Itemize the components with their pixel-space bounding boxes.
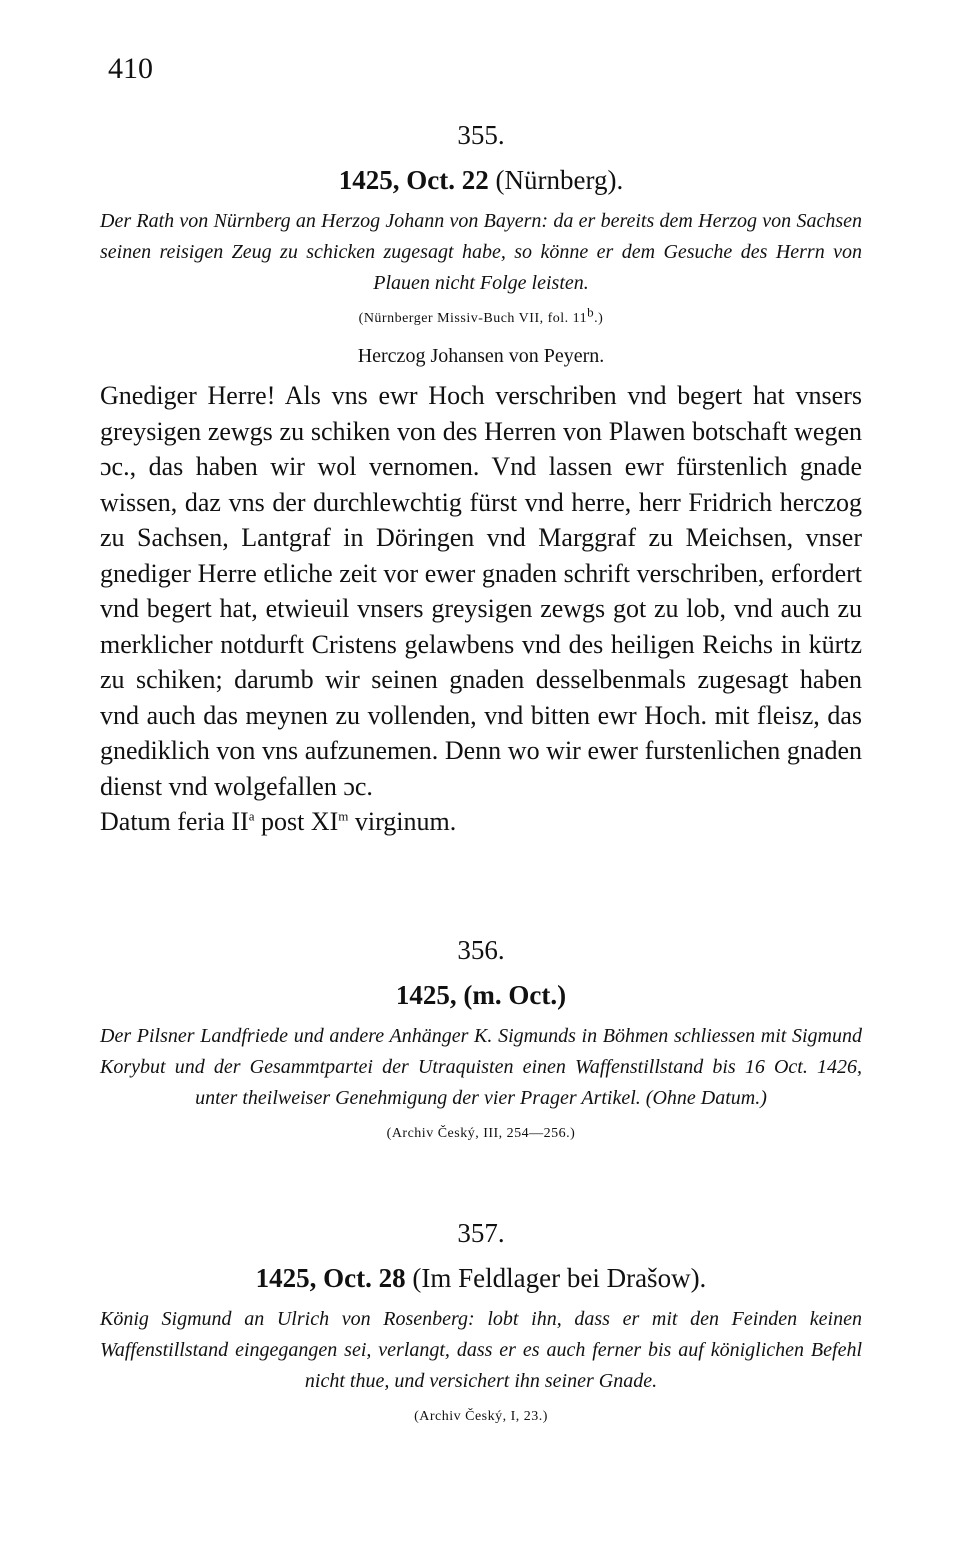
- letter-dating: [100, 807, 456, 836]
- entry-date: 1425, Oct. 22: [338, 165, 489, 195]
- entry-dateline: [100, 1263, 862, 1294]
- source-close: .): [594, 311, 604, 326]
- entry-date: 1425, (m. Oct.): [395, 980, 567, 1010]
- letter-body-main: Gnediger Herre! Als vns ewr Hoch verschriben vnd begert hat vnsers greysigen zewgs zu schiken von des Herren von Plawen botschaft wegen ɔc., das haben wir wol vernomen. Vnd lassen ewr fürstenlich gnade wissen, daz vns der durchlewchtig fürst vnd herre, herr Fridrich herczog zu Sachsen, Lantgraf in Döringen vnd Marggraf zu Meichsen, vnser gnediger Herre etliche zeit vor ewer gnaden schrift verschriben, erfordert vnd begert hat, etwieuil vnsers greysigen zewgs got zu lob, vnd auch zu merklicher notdurft Cristens gelawbens vnd des heiligen Reichs in kürtz zu schiken; darumb wir seinen gnaden desselbenmals zugesagt haben vnd auch das meynen zu vollenden, vnd bitten ewr Hoch. mit fleisz, das gnediklich von vns aufzunemen. Denn wo wir ewer furstenlichen gnaden dienst vnd wolgefallen ɔc.: [100, 381, 862, 801]
- entry-summary: Der Pilsner Landfriede und andere Anhänger K. Sigmunds in Böhmen schliessen mit Sigmund Korybut und der Gesammtpartei der Utraquisten einen Waffenstillstand bis 16 Oct. 1426, unter theilweiser Genehmigung der vier Prager Artikel. (Ohne Datum.): [100, 1025, 862, 1109]
- entry-source: (Archiv Český, III, 254—256.): [386, 1126, 576, 1141]
- entry-357: [100, 1218, 862, 1425]
- letter-addressee: Herczog Johansen von Peyern.: [357, 345, 605, 367]
- entry-356: [100, 935, 862, 1142]
- entry-summary: König Sigmund an Ulrich von Rosenberg: lobt ihn, dass er mit den Feinden keinen Waffenstillstand eingegangen sei, verlangt, dass er es auch ferner bis auf königlichen Befehl nicht thue, und versichert ihn seiner Gnade.: [100, 1308, 862, 1392]
- source-text: (Nürnberger Missiv-Buch VII, fol. 11: [358, 311, 588, 326]
- dating-superscript-m: m: [338, 808, 349, 824]
- entry-date: 1425, Oct. 28: [255, 1263, 406, 1293]
- entry-source: (Archiv Český, I, 23.): [414, 1409, 548, 1424]
- entry-dateline: [100, 165, 862, 196]
- entry-number: 355.: [457, 120, 505, 150]
- source-superscript: b: [587, 304, 595, 320]
- dating-end: virginum.: [348, 807, 457, 836]
- dating-superscript-a: a: [248, 808, 255, 824]
- dating-text: Datum feria II: [100, 807, 249, 836]
- entry-summary: Der Rath von Nürnberg an Herzog Johann von Bayern: da er bereits dem Herzog von Sachsen seinen reisigen Zeug zu schicken zugesagt habe, so könne er dem Gesuche des Herrn von Plauen nicht Folge leisten.: [100, 210, 862, 294]
- entry-source: [100, 304, 862, 327]
- entry-number: 356.: [457, 935, 505, 965]
- entry-355: [100, 120, 862, 840]
- dating-post: post XI: [254, 807, 339, 836]
- entry-number: 357.: [457, 1218, 505, 1248]
- entry-place: (Nürnberg).: [488, 165, 624, 195]
- page-number: 410: [108, 52, 153, 85]
- letter-body: [100, 378, 862, 840]
- entry-dateline: [100, 980, 862, 1011]
- entry-place: (Im Feldlager bei Drašow).: [405, 1263, 707, 1293]
